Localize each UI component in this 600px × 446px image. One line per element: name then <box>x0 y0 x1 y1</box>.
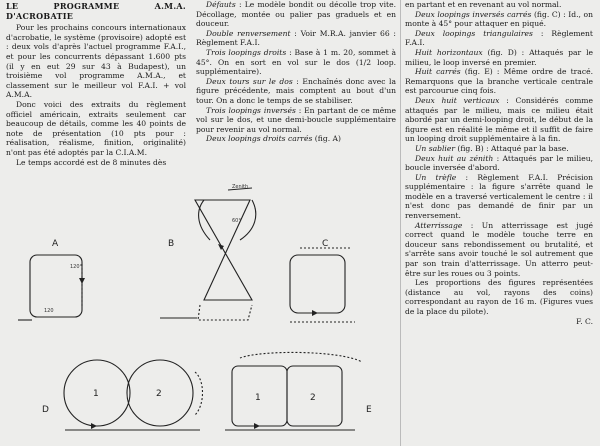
term-text: : En partant de ce même vol sur le dos, et une demi-boucle supplémentaire pour revenir au vol normal. <box>196 105 396 134</box>
article-title: LE PROGRAMME A.M.A. D'ACROBATIE <box>6 1 186 21</box>
figure-c-arrow <box>312 310 318 316</box>
term: Deux loopings droits carrés <box>206 134 313 144</box>
term-text: (fig. B) : Attaqué par la base. <box>454 143 569 153</box>
figure-e-square-2-label: 2 <box>310 393 316 403</box>
figure-a-arrow <box>79 278 85 284</box>
term-text: : Règlement F.A.I. <box>405 28 593 48</box>
term: Un sablier <box>415 143 455 153</box>
term: Trois loopings droits <box>206 47 287 57</box>
term-text: : Enchaînés donc avec la figure précédente, mais comptent au bout d'un tour. On a donc le temps de se stabiliser. <box>196 76 396 105</box>
term-text: : Règlement F.A.I. Précision supplémentaire : la figure s'arrête quand le modèle en a traversé verticalement le centre : il n'est donc pas demandé de finir par un renversement. <box>405 172 593 221</box>
term: Deux tours sur le dos <box>206 76 293 86</box>
term: Deux loopings triangulaires <box>415 28 533 38</box>
term-text: : Voir M.R.A. janvier 66 : Règlement F.A.I. <box>196 28 396 48</box>
term: Huit horizontaux <box>415 47 483 57</box>
figure-b-angle: 60° <box>232 218 241 224</box>
figure-e-square-1-label: 1 <box>255 393 261 403</box>
figure-b-label: B <box>168 239 175 249</box>
term-text: (fig. A) <box>312 134 341 144</box>
figure-b-base <box>198 305 252 320</box>
paragraph: Pour les prochains concours internationaux d'acrobatie, le système (provisoire) adopté est : deux vols d'après l'actuel programme F.A.I., et pour les concurrents dépassant 1.600 pts (il y en eut 29 sur 43 à Budapest), un troisième vol programme A.M.A., et classement sur le meilleur vol F.A.I. + vol A.M.A. <box>6 23 186 100</box>
term-text: (fig. C) : Id., on monte à 45° pour attaquer en piqué. <box>405 9 593 29</box>
term: Deux huit verticaux <box>415 95 500 105</box>
figure-d-circle-2-label: 2 <box>156 389 162 399</box>
paragraph: en partant et en revenant au vol normal. <box>405 0 562 9</box>
term: Double renversement <box>206 28 291 38</box>
figure-d-arrow <box>91 423 97 429</box>
paragraph: Le temps accordé est de 8 minutes dès <box>16 157 167 167</box>
figure-b-curve-left <box>199 200 210 240</box>
term-text: : Attaqués par le milieu, boucle inversée d'abord. <box>405 153 593 173</box>
term-text: : Le modèle bondit ou décolle trop vite. Décollage, montée ou palier pas graduels et en douceur. <box>196 0 396 29</box>
figure-c-loop <box>290 255 345 313</box>
term: Huit carrés <box>415 67 461 77</box>
term: Défauts <box>206 0 236 9</box>
term: Atterrissage <box>415 220 463 230</box>
figure-e-label: E <box>366 405 372 415</box>
term: Deux huit au zénith <box>415 153 494 163</box>
figure-d-label: D <box>42 405 49 415</box>
paragraph: Les proportions des figures représentées (distance au vol, rayons des coins) correspondant au rayon de 16 m. (Figures vues de la place du pilote). <box>405 278 593 316</box>
figure-e-top-guide <box>240 352 362 362</box>
term-text: (fig. E) : Même ordre de tracé. Remarquons que la branche verticale centrale est parcourue cinq fois. <box>405 67 593 96</box>
figure-b-curve-right <box>240 200 256 240</box>
term-text: : Considérés comme attaqués par le milieu, mais ce milieu était abordé par un demi-looping droit, le début de la figure est en réalité le même et il suffit de faire un looping droit supplémentaire à la fin. <box>405 95 593 144</box>
term: Trois loopings inversés <box>206 105 296 115</box>
figure-a-bottom-angle: 120 <box>44 308 54 314</box>
figure-a-label: A <box>52 239 59 249</box>
figure-b-hourglass <box>195 200 252 300</box>
figure-d-circle-1-label: 1 <box>93 389 99 399</box>
term-text: : Un atterrissage est jugé correct quand le modèle touche terre en douceur sans rebondissement ou brutalité, et s'arrête sans avoir touché le sol autrement que par son train d'atterrissage. Un atterro peut-être sur les roues ou 3 points. <box>405 220 593 278</box>
term: Un trèfle <box>415 172 457 182</box>
signature-text: F. C. <box>576 316 593 326</box>
figure-b-zenith: Zenith <box>232 184 249 190</box>
figure-e-arrow <box>254 423 260 429</box>
figure-c-label: C <box>322 239 329 249</box>
term-text: : Base à 1 m. 20, sommet à 45°. On en sort en vol sur le dos (1/2 loop. supplémentaire). <box>196 47 396 77</box>
figure-a-top-angle: 120° <box>70 264 83 270</box>
figure-d-exit <box>195 372 203 415</box>
term-text: (fig. D) : Attaqués par le milieu, le loop inversé en premier. <box>405 47 593 67</box>
term: Deux loopings inversés carrés <box>415 9 532 19</box>
paragraph: Donc voici des extraits du règlement officiel américain, extraits seulement car beaucoup de détails, comme les 40 points de note de présentation (10 pts pour : réalisation, réalisme, finition, originalité) n'ont pas été adoptés par la C.I.A.M. <box>6 99 186 157</box>
